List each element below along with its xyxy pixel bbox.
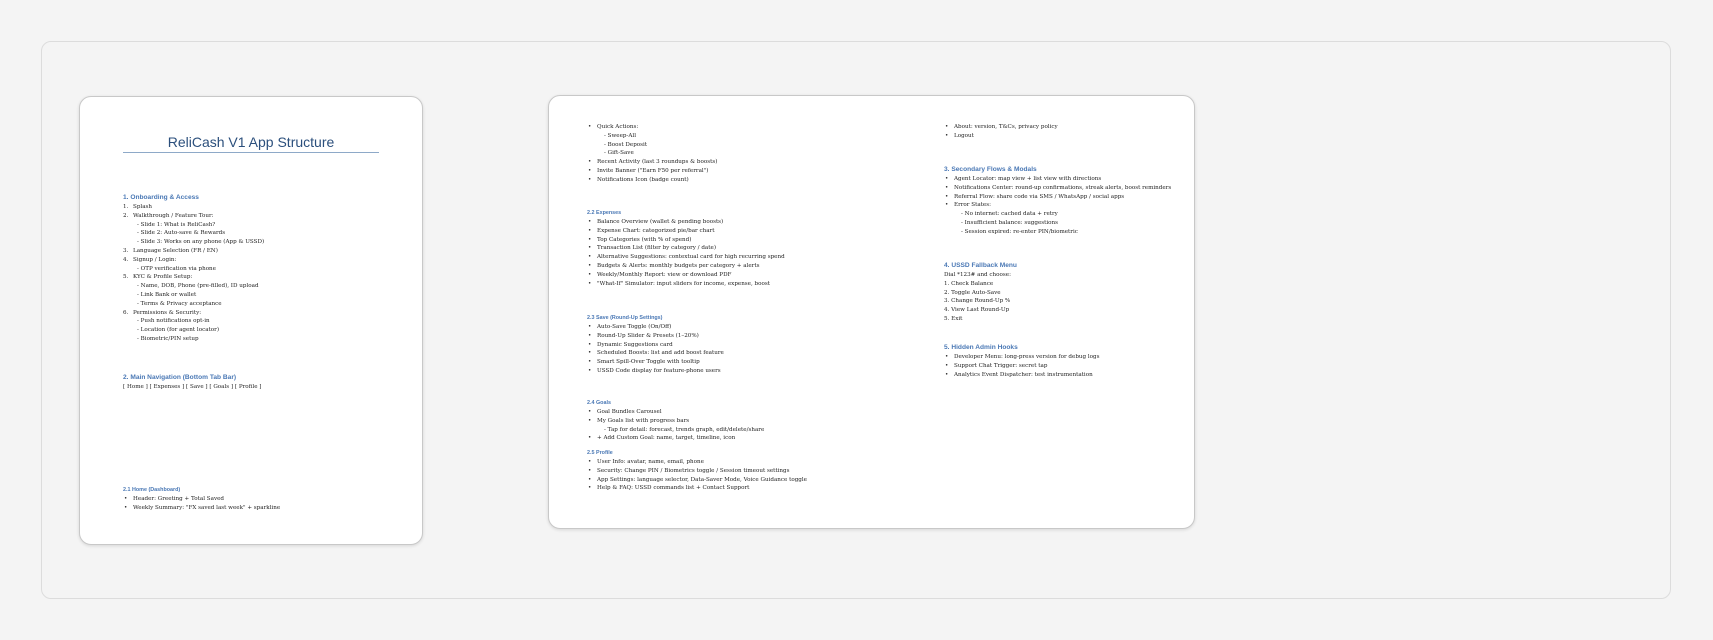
document-page-1: [79, 96, 423, 545]
sub-item: [944, 210, 1171, 219]
ussd-line: [944, 271, 1017, 280]
item-number: 4.: [123, 256, 129, 263]
list-item: [944, 193, 1171, 202]
bullet-icon: •: [588, 271, 592, 278]
sub-item: [587, 149, 717, 158]
save-list: [587, 323, 724, 376]
list-item-text: Dynamic Suggestions card: [597, 341, 673, 348]
list-item: [587, 467, 807, 476]
list-item-text: "What-If" Simulator: input sliders for income, expense, boost: [597, 280, 770, 287]
section-secondary-flows: [944, 165, 1171, 237]
bullet-icon: •: [588, 341, 592, 348]
list-item-text: Logout: [954, 132, 974, 139]
section-hidden-admin: [944, 343, 1099, 379]
home-continued-list: [587, 123, 717, 185]
list-item-text: - Location (for agent locator): [137, 327, 220, 334]
list-item-text: Budgets & Alerts: monthly budgets per category + alerts: [597, 262, 760, 269]
list-item-text: Header: Greeting + Total Saved: [133, 496, 225, 502]
section-ussd-fallback: [944, 261, 1017, 324]
list-item-text: Weekly Summary: "FX saved last week" + sparkline: [133, 504, 281, 511]
sub-item: [123, 265, 264, 274]
sub-item: [944, 219, 1171, 228]
bullet-icon: •: [588, 435, 592, 442]
list-item-text: - Boost Deposit: [604, 141, 648, 148]
list-item-text: Permissions & Security:: [133, 309, 202, 316]
sub-item: [123, 326, 264, 335]
secondary-flows-list: [944, 175, 1171, 237]
numbered-item: [123, 256, 264, 265]
item-number: 5.: [123, 274, 129, 281]
onboarding-list: [123, 203, 264, 344]
list-item: [944, 362, 1099, 371]
bullet-icon: •: [945, 184, 949, 191]
list-item: [587, 458, 807, 467]
list-item: [587, 262, 785, 271]
section-heading: 1. Onboarding & Access: [123, 194, 199, 201]
list-item-text: 1. Check Balance: [944, 280, 994, 287]
list-item: [587, 367, 724, 376]
list-item-text: 3. Change Round-Up %: [944, 298, 1011, 305]
section-goals: [587, 399, 764, 443]
section-heading: 2. Main Navigation (Bottom Tab Bar): [123, 374, 237, 381]
profile-list: [587, 458, 807, 493]
list-item-text: Top Categories (with % of spend): [597, 236, 692, 243]
list-item-text: Help & FAQ: USSD commands list + Contact Support: [597, 485, 750, 492]
list-item-text: Weekly/Monthly Report: view or download PDF: [597, 271, 732, 278]
list-item-text: Alternative Suggestions: contextual card for high recurring spend: [597, 254, 785, 261]
bullet-icon: •: [588, 485, 592, 492]
list-item: [587, 236, 785, 245]
bullet-icon: •: [945, 371, 949, 378]
list-item-text: Language Selection (FR / EN): [133, 247, 218, 254]
bullet-icon: •: [588, 167, 592, 174]
section-expenses: [587, 209, 785, 288]
section-heading: 2.5 Profile: [587, 450, 613, 456]
sub-item: [944, 228, 1171, 237]
list-item-text: Recent Activity (last 3 roundups & boosts): [597, 159, 718, 166]
list-item-text: Dial *123# and choose:: [944, 272, 1011, 278]
sub-item: [587, 426, 764, 435]
numbered-item: [123, 309, 264, 318]
list-item-text: - Gift-Save: [604, 150, 634, 157]
section-onboarding: [123, 193, 264, 344]
list-item-text: - Slide 1: What is ReliCash?: [137, 221, 216, 228]
bullet-icon: •: [945, 193, 949, 200]
list-item-text: Error States:: [954, 202, 991, 209]
sub-item: [123, 221, 264, 230]
list-item-text: Signup / Login:: [133, 256, 177, 263]
document-page-2: [548, 95, 1195, 529]
bullet-icon: •: [588, 262, 592, 269]
section-heading: 3. Secondary Flows & Modals: [944, 166, 1037, 173]
bullet-icon: •: [945, 354, 949, 360]
list-item-text: About: version, T&Cs, privacy policy: [954, 124, 1058, 130]
list-item: [944, 371, 1099, 380]
list-item-text: My Goals list with progress bars: [597, 417, 690, 424]
bullet-icon: •: [588, 124, 592, 130]
section-home-dashboard: [123, 486, 280, 513]
list-item-text: Scheduled Boosts: list and add boost feature: [597, 350, 724, 357]
sub-item: [123, 238, 264, 247]
list-item: [587, 167, 717, 176]
list-item: [587, 408, 764, 417]
list-item: [944, 123, 1058, 132]
bullet-icon: •: [588, 280, 592, 287]
section-heading: 2.2 Expenses: [587, 210, 622, 216]
list-item: [587, 349, 724, 358]
list-item: [944, 353, 1099, 362]
list-item-text: Developer Menu: long-press version for debug logs: [954, 354, 1100, 360]
numbered-item: [123, 212, 264, 221]
list-item-text: - Link Bank or wallet: [137, 291, 197, 298]
item-number: 1.: [123, 204, 129, 210]
bullet-icon: •: [588, 324, 592, 330]
list-item: [587, 158, 717, 167]
bullet-icon: •: [945, 132, 949, 139]
list-item-text: - Tap for detail: forecast, trends graph, edit/delete/share: [604, 426, 765, 433]
bullet-icon: •: [588, 367, 592, 374]
bullet-icon: •: [588, 350, 592, 357]
list-item-text: Splash: [133, 204, 153, 210]
ussd-line: [944, 315, 1017, 324]
list-item-text: Agent Locator: map view + list view with directions: [954, 176, 1102, 182]
bullet-icon: •: [124, 504, 128, 511]
bullet-icon: •: [588, 332, 592, 339]
list-item: [123, 495, 280, 504]
bottom-tab-bar-text: [ Home ] [ Expenses ] [ Save ] [ Goals ] [ Profile ]: [123, 384, 262, 390]
bullet-icon: •: [588, 409, 592, 415]
ussd-line: [944, 280, 1017, 289]
item-number: 2.: [123, 212, 129, 219]
bullet-icon: •: [588, 236, 592, 243]
profile-continued-list: [944, 123, 1058, 141]
bullet-icon: •: [588, 359, 592, 366]
numbered-item: [123, 203, 264, 212]
list-item: [587, 271, 785, 280]
bullet-icon: •: [588, 254, 592, 261]
list-item: [587, 323, 724, 332]
sub-item: [587, 141, 717, 150]
list-item-text: 5. Exit: [944, 315, 963, 322]
numbered-item: [123, 273, 264, 282]
list-item: [587, 253, 785, 262]
section-profile: [587, 449, 807, 493]
home-list: [123, 495, 280, 513]
list-item: [587, 358, 724, 367]
section-heading: 2.3 Save (Round-Up Settings): [587, 315, 663, 321]
list-item: [587, 123, 717, 132]
list-item-text: - Slide 3: Works on any phone (App & USSD): [137, 239, 265, 246]
sub-item: [123, 291, 264, 300]
item-number: 3.: [123, 247, 129, 254]
bullet-icon: •: [945, 362, 949, 369]
list-item-text: Quick Actions:: [597, 124, 639, 130]
list-item: [944, 175, 1171, 184]
list-item-text: 4. View Last Round-Up: [944, 307, 1010, 314]
bullet-icon: •: [588, 245, 592, 252]
list-item: [587, 476, 807, 485]
list-item-text: App Settings: language selector, Data-Saver Mode, Voice Guidance toggle: [597, 476, 807, 483]
item-number: 6.: [123, 309, 129, 316]
ussd-menu-lines: [944, 271, 1017, 324]
list-item: [587, 484, 807, 493]
bullet-icon: •: [588, 476, 592, 483]
list-item-text: Analytics Event Dispatcher: test instrumentation: [954, 371, 1093, 378]
list-item-text: - Biometric/PIN setup: [137, 335, 199, 342]
list-item-text: Notifications Icon (badge count): [597, 176, 689, 183]
list-item-text: Referral Flow: share code via SMS / WhatsApp / social apps: [954, 193, 1125, 200]
list-item-text: Security: Change PIN / Biometrics toggle / Session timeout settings: [597, 467, 790, 474]
list-item: [587, 280, 785, 289]
ussd-line: [944, 297, 1017, 306]
list-item: [587, 218, 785, 227]
list-item: [587, 434, 764, 443]
list-item-text: 2. Toggle Auto-Save: [944, 289, 1001, 296]
list-item-text: + Add Custom Goal: name, target, timeline, icon: [597, 435, 736, 442]
list-item-text: Expense Chart: categorized pie/bar chart: [597, 227, 715, 234]
list-item-text: - Name, DOB, Phone (pre-filled), ID upload: [137, 283, 259, 290]
sub-item: [123, 282, 264, 291]
list-item-text: Balance Overview (wallet & pending boosts): [597, 219, 724, 225]
bullet-icon: •: [588, 417, 592, 424]
bullet-icon: •: [945, 124, 949, 130]
sub-item: [123, 335, 264, 344]
section-save: [587, 314, 724, 376]
bullet-icon: •: [588, 176, 592, 183]
bullet-icon: •: [945, 176, 949, 182]
section-main-navigation: [123, 373, 261, 392]
section-heading: 2.4 Goals: [587, 400, 611, 406]
list-item-text: USSD Code display for feature-phone users: [597, 367, 721, 374]
list-item-text: - No internet: cached data + retry: [961, 211, 1058, 218]
goals-list: [587, 408, 764, 443]
ussd-line: [944, 289, 1017, 298]
list-item-text: - Push notifications opt-in: [137, 318, 210, 325]
sub-item: [123, 229, 264, 238]
list-item-text: - OTP verification via phone: [137, 265, 216, 272]
admin-hooks-list: [944, 353, 1099, 379]
list-item-text: Support Chat Trigger: secret tap: [954, 362, 1048, 369]
list-item-text: User Info: avatar, name, email, phone: [597, 459, 704, 465]
list-item: [587, 176, 717, 185]
expenses-list: [587, 218, 785, 288]
list-item-text: Notifications Center: round-up confirmations, streak alerts, boost reminders: [954, 184, 1172, 191]
numbered-item: [123, 247, 264, 256]
list-item-text: Goal Bundles Carousel: [597, 409, 662, 415]
section-heading: 5. Hidden Admin Hooks: [944, 344, 1018, 351]
bullet-icon: •: [124, 496, 128, 502]
list-item: [944, 184, 1171, 193]
bullet-icon: •: [588, 219, 592, 225]
section-profile-continued: [944, 123, 1058, 141]
list-item-text: Auto-Save Toggle (On/Off): [597, 324, 672, 330]
list-item: [123, 504, 280, 513]
bullet-icon: •: [588, 459, 592, 465]
list-item-text: Invite Banner ("Earn F50 per referral"): [597, 167, 709, 174]
sub-item: [123, 317, 264, 326]
sub-item: [587, 132, 717, 141]
list-item: [944, 201, 1171, 210]
list-item: [587, 341, 724, 350]
list-item-text: Walkthrough / Feature Tour:: [133, 212, 214, 219]
bullet-icon: •: [588, 467, 592, 474]
list-item-text: Round-Up Slider & Presets (1–20%): [597, 332, 699, 339]
list-item-text: KYC & Profile Setup:: [133, 274, 193, 281]
list-item-text: Transaction List (filter by category / date): [597, 245, 717, 252]
list-item: [587, 227, 785, 236]
list-item-text: - Slide 2: Auto-save & Rewards: [137, 230, 226, 237]
section-home-continued: [587, 123, 717, 185]
list-item-text: - Terms & Privacy acceptance: [137, 300, 222, 307]
list-item: [587, 332, 724, 341]
list-item-text: - Session expired: re-enter PIN/biometric: [961, 228, 1078, 235]
bullet-icon: •: [945, 202, 949, 209]
document-title: ReliCash V1 App Structure: [123, 134, 379, 153]
ussd-line: [944, 306, 1017, 315]
list-item-text: - Sweep-All: [604, 132, 636, 139]
section-heading: 4. USSD Fallback Menu: [944, 262, 1017, 269]
bullet-icon: •: [588, 227, 592, 234]
list-item: [587, 417, 764, 426]
list-item-text: Smart Spill-Over Toggle with tooltip: [597, 359, 700, 366]
sub-item: [123, 300, 264, 309]
list-item: [944, 132, 1058, 141]
bullet-icon: •: [588, 159, 592, 166]
list-item: [587, 244, 785, 253]
section-heading: 2.1 Home (Dashboard): [123, 487, 181, 493]
list-item-text: - Insufficient balance: suggestions: [961, 219, 1059, 226]
